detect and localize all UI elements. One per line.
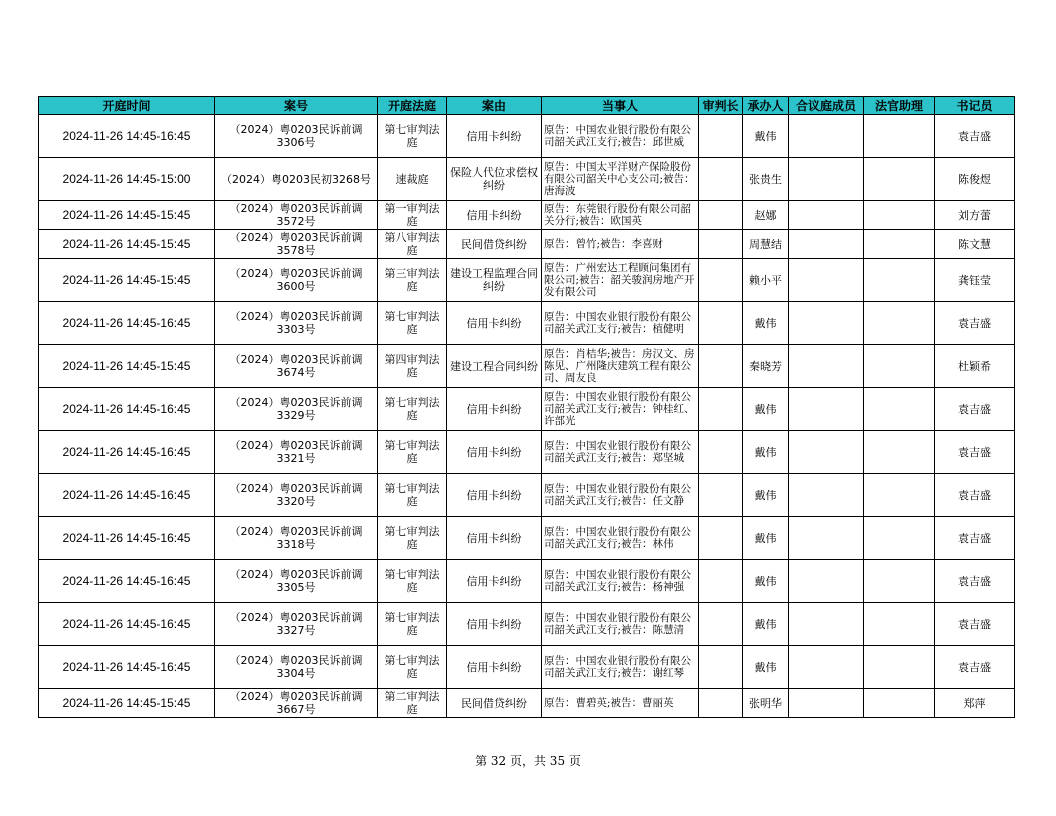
- header-presiding-judge: 审判长: [699, 97, 743, 115]
- parties-cell: 原告：中国农业银行股份有限公司韶关武江支行;被告：林伟: [542, 517, 699, 560]
- presiding-judge-cell: [699, 158, 743, 201]
- table-row: [39, 646, 1015, 689]
- parties-cell: 原告：东莞银行股份有限公司韶关分行;被告：欧国英: [542, 201, 699, 230]
- assistant-cell: [864, 560, 935, 603]
- header-case-number: 案号: [215, 97, 378, 115]
- cause-cell: 信用卡纠纷: [447, 517, 542, 560]
- time-cell: 2024-11-26 14:45-15:45: [39, 259, 215, 302]
- cause-cell: 信用卡纠纷: [447, 115, 542, 158]
- cause-cell: 民间借贷纠纷: [447, 230, 542, 259]
- handler-cell: 戴伟: [743, 517, 789, 560]
- panel-cell: [789, 158, 864, 201]
- time-cell: 2024-11-26 14:45-15:45: [39, 201, 215, 230]
- time-cell: 2024-11-26 14:45-15:45: [39, 345, 215, 388]
- clerk-cell: 刘方蕾: [935, 201, 1015, 230]
- time-cell: 2024-11-26 14:45-16:45: [39, 603, 215, 646]
- handler-cell: 赖小平: [743, 259, 789, 302]
- court-cell: 第七审判法庭: [378, 517, 447, 560]
- clerk-cell: 袁吉盛: [935, 517, 1015, 560]
- time-cell: 2024-11-26 14:45-15:45: [39, 230, 215, 259]
- assistant-cell: [864, 230, 935, 259]
- parties-cell: 原告：中国农业银行股份有限公司韶关武江支行;被告：陈慧清: [542, 603, 699, 646]
- panel-cell: [789, 201, 864, 230]
- panel-cell: [789, 646, 864, 689]
- handler-cell: 戴伟: [743, 560, 789, 603]
- parties-cell: 原告：中国农业银行股份有限公司韶关武江支行;被告：任文静: [542, 474, 699, 517]
- presiding-judge-cell: [699, 115, 743, 158]
- table-row: [39, 560, 1015, 603]
- cause-cell: 信用卡纠纷: [447, 603, 542, 646]
- assistant-cell: [864, 388, 935, 431]
- clerk-cell: 龚钰莹: [935, 259, 1015, 302]
- table-row: [39, 345, 1015, 388]
- header-clerk: 书记员: [935, 97, 1015, 115]
- parties-cell: 原告：中国太平洋财产保险股份有限公司韶关中心支公司;被告：唐海波: [542, 158, 699, 201]
- parties-cell: 原告：中国农业银行股份有限公司韶关武江支行;被告：谢红琴: [542, 646, 699, 689]
- panel-cell: [789, 115, 864, 158]
- assistant-cell: [864, 115, 935, 158]
- table-row: [39, 689, 1015, 718]
- court-cell: 第二审判法庭: [378, 689, 447, 718]
- assistant-cell: [864, 646, 935, 689]
- clerk-cell: 袁吉盛: [935, 302, 1015, 345]
- clerk-cell: 袁吉盛: [935, 388, 1015, 431]
- parties-cell: 原告：广州宏达工程顾问集团有限公司;被告：韶关骏润房地产开发有限公司: [542, 259, 699, 302]
- handler-cell: 赵娜: [743, 201, 789, 230]
- panel-cell: [789, 302, 864, 345]
- header-cause: 案由: [447, 97, 542, 115]
- time-cell: 2024-11-26 14:45-16:45: [39, 431, 215, 474]
- court-cell: 第一审判法庭: [378, 201, 447, 230]
- presiding-judge-cell: [699, 431, 743, 474]
- assistant-cell: [864, 474, 935, 517]
- cause-cell: 信用卡纠纷: [447, 302, 542, 345]
- header-handler: 承办人: [743, 97, 789, 115]
- case-number-cell: （2024）粤0203民诉前调3572号: [215, 201, 378, 230]
- presiding-judge-cell: [699, 689, 743, 718]
- table-row: [39, 431, 1015, 474]
- assistant-cell: [864, 689, 935, 718]
- clerk-cell: 袁吉盛: [935, 474, 1015, 517]
- time-cell: 2024-11-26 14:45-16:45: [39, 646, 215, 689]
- court-cell: 第七审判法庭: [378, 474, 447, 517]
- presiding-judge-cell: [699, 302, 743, 345]
- court-cell: 第七审判法庭: [378, 302, 447, 345]
- parties-cell: 原告：曹碧英;被告：曹丽英: [542, 689, 699, 718]
- header-time: 开庭时间: [39, 97, 215, 115]
- case-number-cell: （2024）粤0203民诉前调3667号: [215, 689, 378, 718]
- court-cell: 速裁庭: [378, 158, 447, 201]
- case-number-cell: （2024）粤0203民诉前调3305号: [215, 560, 378, 603]
- parties-cell: 原告：曾竹;被告：李喜财: [542, 230, 699, 259]
- presiding-judge-cell: [699, 388, 743, 431]
- case-number-cell: （2024）粤0203民诉前调3600号: [215, 259, 378, 302]
- clerk-cell: 袁吉盛: [935, 431, 1015, 474]
- court-cell: 第四审判法庭: [378, 345, 447, 388]
- presiding-judge-cell: [699, 474, 743, 517]
- handler-cell: 戴伟: [743, 302, 789, 345]
- presiding-judge-cell: [699, 603, 743, 646]
- handler-cell: 周慧结: [743, 230, 789, 259]
- table-row: [39, 474, 1015, 517]
- handler-cell: 戴伟: [743, 431, 789, 474]
- table-row: [39, 201, 1015, 230]
- court-cell: 第七审判法庭: [378, 388, 447, 431]
- case-number-cell: （2024）粤0203民诉前调3303号: [215, 302, 378, 345]
- handler-cell: 秦晓芳: [743, 345, 789, 388]
- assistant-cell: [864, 345, 935, 388]
- court-cell: 第七审判法庭: [378, 431, 447, 474]
- clerk-cell: 郑萍: [935, 689, 1015, 718]
- panel-cell: [789, 345, 864, 388]
- court-cell: 第三审判法庭: [378, 259, 447, 302]
- clerk-cell: 袁吉盛: [935, 646, 1015, 689]
- page-footer: 第 32 页，共 35 页: [475, 754, 581, 768]
- handler-cell: 戴伟: [743, 115, 789, 158]
- header-panel: 合议庭成员: [789, 97, 864, 115]
- cause-cell: 建设工程监理合同纠纷: [447, 259, 542, 302]
- cause-cell: 信用卡纠纷: [447, 646, 542, 689]
- presiding-judge-cell: [699, 259, 743, 302]
- assistant-cell: [864, 158, 935, 201]
- time-cell: 2024-11-26 14:45-16:45: [39, 517, 215, 560]
- case-number-cell: （2024）粤0203民诉前调3329号: [215, 388, 378, 431]
- presiding-judge-cell: [699, 560, 743, 603]
- clerk-cell: 陈俊煜: [935, 158, 1015, 201]
- table-row: [39, 230, 1015, 259]
- assistant-cell: [864, 603, 935, 646]
- case-number-cell: （2024）粤0203民诉前调3318号: [215, 517, 378, 560]
- table-row: [39, 603, 1015, 646]
- table-row: [39, 517, 1015, 560]
- presiding-judge-cell: [699, 517, 743, 560]
- case-number-cell: （2024）粤0203民初3268号: [215, 158, 378, 201]
- case-number-cell: （2024）粤0203民诉前调3327号: [215, 603, 378, 646]
- case-number-cell: （2024）粤0203民诉前调3674号: [215, 345, 378, 388]
- handler-cell: 戴伟: [743, 388, 789, 431]
- court-cell: 第七审判法庭: [378, 603, 447, 646]
- cause-cell: 民间借贷纠纷: [447, 689, 542, 718]
- assistant-cell: [864, 259, 935, 302]
- panel-cell: [789, 230, 864, 259]
- presiding-judge-cell: [699, 646, 743, 689]
- cause-cell: 信用卡纠纷: [447, 388, 542, 431]
- presiding-judge-cell: [699, 201, 743, 230]
- handler-cell: 戴伟: [743, 474, 789, 517]
- handler-cell: 张明华: [743, 689, 789, 718]
- table-row: [39, 158, 1015, 201]
- handler-cell: 张贵生: [743, 158, 789, 201]
- case-number-cell: （2024）粤0203民诉前调3304号: [215, 646, 378, 689]
- panel-cell: [789, 689, 864, 718]
- cause-cell: 信用卡纠纷: [447, 431, 542, 474]
- case-number-cell: （2024）粤0203民诉前调3321号: [215, 431, 378, 474]
- header-assistant: 法官助理: [864, 97, 935, 115]
- cause-cell: 信用卡纠纷: [447, 560, 542, 603]
- parties-cell: 原告：中国农业银行股份有限公司韶关武江支行;被告：植健明: [542, 302, 699, 345]
- cause-cell: 信用卡纠纷: [447, 201, 542, 230]
- case-number-cell: （2024）粤0203民诉前调3578号: [215, 230, 378, 259]
- hearing-schedule-table: [38, 96, 1015, 718]
- header-parties: 当事人: [542, 97, 699, 115]
- panel-cell: [789, 474, 864, 517]
- presiding-judge-cell: [699, 345, 743, 388]
- court-cell: 第八审判法庭: [378, 230, 447, 259]
- assistant-cell: [864, 517, 935, 560]
- time-cell: 2024-11-26 14:45-15:45: [39, 689, 215, 718]
- court-cell: 第七审判法庭: [378, 560, 447, 603]
- court-cell: 第七审判法庭: [378, 115, 447, 158]
- court-cell: 第七审判法庭: [378, 646, 447, 689]
- clerk-cell: 杜颖希: [935, 345, 1015, 388]
- handler-cell: 戴伟: [743, 603, 789, 646]
- clerk-cell: 袁吉盛: [935, 603, 1015, 646]
- parties-cell: 原告：中国农业银行股份有限公司韶关武江支行;被告：杨神强: [542, 560, 699, 603]
- assistant-cell: [864, 431, 935, 474]
- table-row: [39, 115, 1015, 158]
- panel-cell: [789, 560, 864, 603]
- panel-cell: [789, 259, 864, 302]
- assistant-cell: [864, 201, 935, 230]
- panel-cell: [789, 431, 864, 474]
- time-cell: 2024-11-26 14:45-16:45: [39, 302, 215, 345]
- case-number-cell: （2024）粤0203民诉前调3306号: [215, 115, 378, 158]
- clerk-cell: 袁吉盛: [935, 560, 1015, 603]
- cause-cell: 建设工程合同纠纷: [447, 345, 542, 388]
- panel-cell: [789, 603, 864, 646]
- handler-cell: 戴伟: [743, 646, 789, 689]
- time-cell: 2024-11-26 14:45-16:45: [39, 474, 215, 517]
- case-number-cell: （2024）粤0203民诉前调3320号: [215, 474, 378, 517]
- table-row: [39, 302, 1015, 345]
- presiding-judge-cell: [699, 230, 743, 259]
- table-row: [39, 259, 1015, 302]
- assistant-cell: [864, 302, 935, 345]
- parties-cell: 原告：中国农业银行股份有限公司韶关武江支行;被告：邱世威: [542, 115, 699, 158]
- cause-cell: 信用卡纠纷: [447, 474, 542, 517]
- time-cell: 2024-11-26 14:45-16:45: [39, 388, 215, 431]
- time-cell: 2024-11-26 14:45-16:45: [39, 560, 215, 603]
- time-cell: 2024-11-26 14:45-16:45: [39, 115, 215, 158]
- clerk-cell: 袁吉盛: [935, 115, 1015, 158]
- header-row: [39, 97, 1015, 115]
- table-row: [39, 388, 1015, 431]
- parties-cell: 原告：中国农业银行股份有限公司韶关武江支行;被告：钟桂红、许部光: [542, 388, 699, 431]
- cause-cell: 保险人代位求偿权纠纷: [447, 158, 542, 201]
- parties-cell: 原告：肖桔华;被告：房汉文、房陈见、广州隆庆建筑工程有限公司、周友良: [542, 345, 699, 388]
- parties-cell: 原告：中国农业银行股份有限公司韶关武江支行;被告：郑坚城: [542, 431, 699, 474]
- header-court: 开庭法庭: [378, 97, 447, 115]
- clerk-cell: 陈文慧: [935, 230, 1015, 259]
- panel-cell: [789, 517, 864, 560]
- time-cell: 2024-11-26 14:45-15:00: [39, 158, 215, 201]
- panel-cell: [789, 388, 864, 431]
